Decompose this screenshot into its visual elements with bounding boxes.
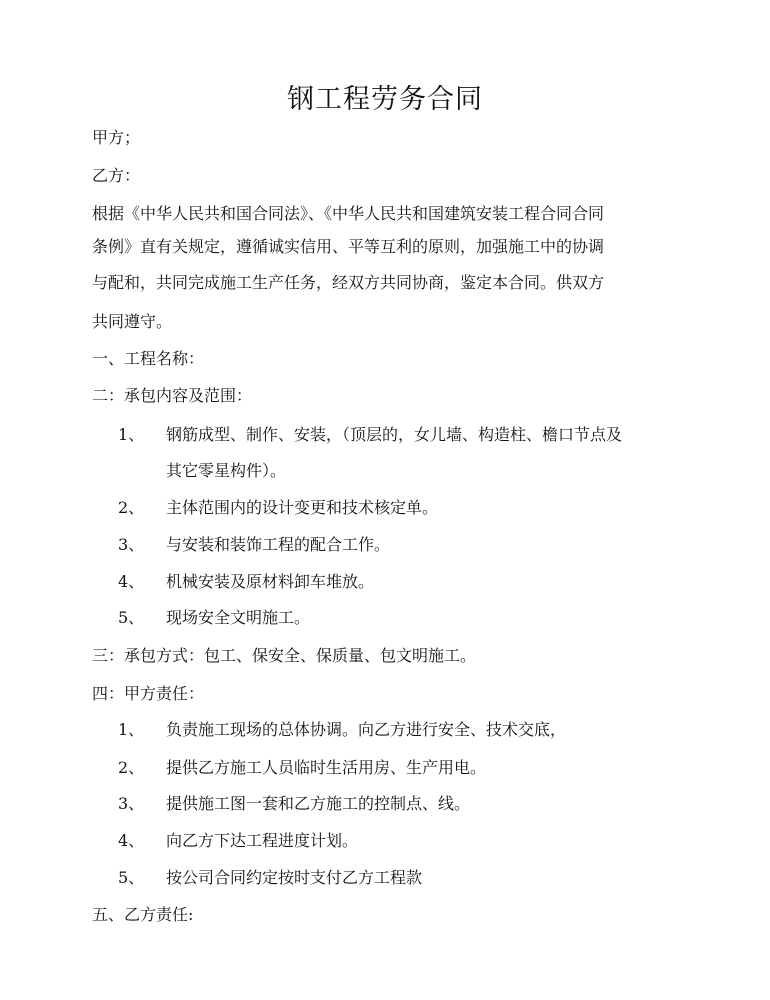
preamble-line: 根据《中华人民共和国合同法》、《中华人民共和国建筑安装工程合同合同: [92, 204, 605, 223]
section-4-heading: 四：甲方责任：: [92, 684, 205, 703]
list-item-number: 1、: [118, 720, 145, 739]
list-item-number: 2、: [118, 758, 145, 777]
document-title: 钢工程劳务合同: [287, 84, 483, 115]
list-item-number: 2、: [118, 498, 145, 517]
list-item-number: 5、: [118, 608, 145, 627]
list-item-text: 按公司合同约定按时支付乙方工程款: [166, 868, 423, 887]
list-item-number: 1、: [118, 425, 145, 444]
list-item-text: 钢筋成型、制作、安装，（顶层的，女儿墙、构造柱、檐口节点及: [166, 425, 623, 444]
section-5-heading: 五、乙方责任:: [92, 905, 194, 924]
section-1-heading: 一、工程名称：: [92, 349, 205, 368]
party-a-label: 甲方；: [92, 128, 141, 147]
list-item-text: 主体范围内的设计变更和技术核定单。: [166, 498, 439, 517]
list-item-number: 3、: [118, 535, 145, 554]
preamble-line: 共同遵守。: [92, 312, 173, 331]
list-item-text: 提供乙方施工人员临时生活用房、生产用电。: [166, 758, 487, 777]
preamble-line: 与配和，共同完成施工生产任务，经双方共同协商，鉴定本合同。供双方: [92, 273, 605, 292]
preamble-line: 条例》直有关规定，遵循诚实信用、平等互利的原则，加强施工中的协调: [92, 237, 605, 256]
list-item-number: 5、: [118, 868, 145, 887]
list-item-number: 4、: [118, 572, 145, 591]
list-item-text: 现场安全文明施工。: [166, 608, 311, 627]
list-item-text: 负责施工现场的总体协调。向乙方进行安全、技术交底，: [166, 720, 567, 739]
list-item-text: 提供施工图一套和乙方施工的控制点、线。: [166, 794, 471, 813]
list-item-text: 向乙方下达工程进度计划。: [166, 831, 359, 850]
section-3-heading: 三：承包方式：包工、保安全、保质量、包文明施工。: [92, 646, 477, 665]
list-item-text: 与安装和装饰工程的配合工作。: [166, 535, 391, 554]
list-item-text: 其它零星构件）。: [166, 461, 287, 480]
list-item-number: 3、: [118, 794, 145, 813]
section-2-heading: 二：承包内容及范围：: [92, 386, 253, 405]
party-b-label: 乙方：: [92, 166, 141, 185]
list-item-number: 4、: [118, 831, 145, 850]
list-item-text: 机械安装及原材料卸车堆放。: [166, 572, 375, 591]
